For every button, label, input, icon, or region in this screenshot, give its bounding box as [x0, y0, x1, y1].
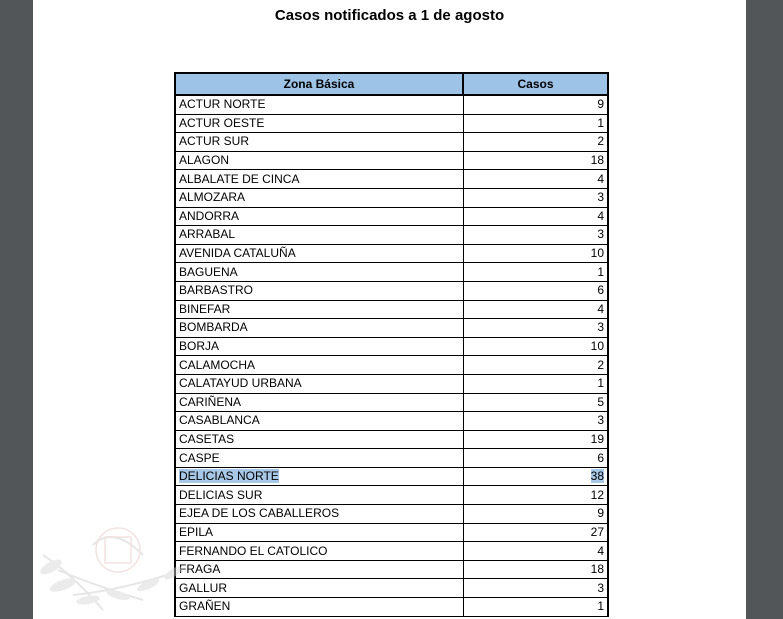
zona-cell [175, 281, 463, 300]
table-row [175, 281, 608, 300]
casos-cell [463, 467, 608, 486]
table-row [175, 114, 608, 133]
zona-text: GALLUR [179, 580, 228, 595]
document-page [33, 0, 746, 619]
table-row [175, 505, 608, 524]
casos-text: 2 [597, 357, 604, 372]
casos-text: 10 [590, 246, 604, 261]
table-row [175, 337, 608, 356]
zona-text: CARIÑENA [179, 394, 242, 409]
table-row [175, 151, 608, 170]
header-zona-basica: Zona Básica [175, 73, 463, 95]
table-row [175, 523, 608, 542]
casos-text: 1 [597, 376, 604, 391]
zona-cell [175, 300, 463, 319]
zona-cell [175, 319, 463, 338]
zona-cell [175, 598, 463, 617]
zona-cell [175, 542, 463, 561]
casos-text: 1 [597, 115, 604, 130]
zona-text: BAGUENA [179, 264, 238, 279]
casos-cell [463, 449, 608, 468]
casos-text: 18 [590, 562, 604, 577]
casos-cell [463, 560, 608, 579]
zona-cell [175, 523, 463, 542]
table-row [175, 598, 608, 617]
casos-text: 3 [597, 190, 604, 205]
casos-cell [463, 374, 608, 393]
zona-cell [175, 170, 463, 189]
casos-cell [463, 114, 608, 133]
table-header-row [175, 73, 608, 95]
casos-text: 10 [590, 339, 604, 354]
zona-text: ANDORRA [179, 208, 240, 223]
zona-text: CASABLANCA [179, 413, 260, 428]
casos-text: 3 [597, 227, 604, 242]
casos-text: 19 [590, 431, 604, 446]
zona-cell [175, 393, 463, 412]
casos-text: 38 [590, 469, 604, 484]
zona-text: ARRABAL [179, 227, 236, 242]
casos-text: 1 [597, 264, 604, 279]
table-row [175, 263, 608, 282]
casos-cell [463, 505, 608, 524]
table-row [175, 560, 608, 579]
zona-cell [175, 356, 463, 375]
casos-text: 4 [597, 208, 604, 223]
table-row [175, 486, 608, 505]
casos-cell [463, 170, 608, 189]
table-row [175, 170, 608, 189]
zona-cell [175, 560, 463, 579]
zona-text: BOMBARDA [179, 320, 248, 335]
zona-text: EPILA [179, 524, 214, 539]
casos-cell [463, 430, 608, 449]
zona-text: CALATAYUD URBANA [179, 376, 302, 391]
casos-cell [463, 300, 608, 319]
zona-cell [175, 133, 463, 152]
table-row [175, 319, 608, 338]
casos-text: 4 [597, 301, 604, 316]
casos-cell [463, 226, 608, 245]
zona-cell [175, 337, 463, 356]
zona-text: FERNANDO EL CATOLICO [179, 543, 328, 558]
zona-text: ACTUR SUR [179, 134, 250, 149]
casos-cell [463, 486, 608, 505]
zona-text: GRAÑEN [179, 599, 231, 614]
zona-text: BINEFAR [179, 301, 231, 316]
zona-cell [175, 467, 463, 486]
casos-cell [463, 542, 608, 561]
zona-cell [175, 263, 463, 282]
zona-cell [175, 430, 463, 449]
table-row [175, 244, 608, 263]
casos-cell [463, 133, 608, 152]
zona-cell [175, 188, 463, 207]
zona-text: DELICIAS NORTE [179, 469, 279, 484]
zona-text: AVENIDA CATALUÑA [179, 246, 296, 261]
zona-text: CASETAS [179, 431, 235, 446]
casos-text: 4 [597, 171, 604, 186]
table-row [175, 467, 608, 486]
casos-text: 1 [597, 599, 604, 614]
casos-cell [463, 412, 608, 431]
zona-text: ALMOZARA [179, 190, 246, 205]
zona-cell [175, 114, 463, 133]
casos-text: 9 [597, 97, 604, 112]
casos-text: 2 [597, 134, 604, 149]
table-row [175, 356, 608, 375]
zona-cell [175, 207, 463, 226]
casos-text: 6 [597, 283, 604, 298]
table-body [175, 95, 608, 616]
casos-cell [463, 356, 608, 375]
zona-cell [175, 151, 463, 170]
zona-cell [175, 449, 463, 468]
casos-text: 6 [597, 450, 604, 465]
zona-cell [175, 486, 463, 505]
table-row [175, 188, 608, 207]
casos-text: 12 [590, 487, 604, 502]
casos-text: 3 [597, 580, 604, 595]
watermark-logo-icon [33, 515, 193, 619]
casos-text: 18 [590, 153, 604, 168]
zona-cell [175, 579, 463, 598]
casos-cell [463, 263, 608, 282]
casos-cell [463, 598, 608, 617]
table-row [175, 393, 608, 412]
casos-cell [463, 95, 608, 114]
table-row [175, 207, 608, 226]
table-row [175, 95, 608, 114]
casos-cell [463, 244, 608, 263]
table-row [175, 449, 608, 468]
casos-text: 9 [597, 506, 604, 521]
table-row [175, 579, 608, 598]
cases-table [174, 72, 609, 617]
table-row [175, 133, 608, 152]
zona-text: CALAMOCHA [179, 357, 256, 372]
zona-cell [175, 226, 463, 245]
table-row [175, 542, 608, 561]
zona-text: EJEA DE LOS CABALLEROS [179, 506, 340, 521]
zona-text: DELICIAS SUR [179, 487, 263, 502]
zona-text: FRAGA [179, 562, 221, 577]
zona-text: BARBASTRO [179, 283, 254, 298]
casos-cell [463, 319, 608, 338]
zona-cell [175, 412, 463, 431]
zona-cell [175, 95, 463, 114]
zona-cell [175, 244, 463, 263]
casos-cell [463, 207, 608, 226]
casos-text: 5 [597, 394, 604, 409]
page-title: Casos notificados a 1 de agosto [274, 7, 505, 24]
zona-text: BORJA [179, 339, 220, 354]
casos-cell [463, 337, 608, 356]
casos-text: 3 [597, 320, 604, 335]
casos-cell [463, 281, 608, 300]
header-casos: Casos [463, 73, 608, 95]
casos-cell [463, 523, 608, 542]
casos-text: 27 [590, 524, 604, 539]
table-row [175, 430, 608, 449]
zona-cell [175, 505, 463, 524]
table-row [175, 412, 608, 431]
zona-text: ALBALATE DE CINCA [179, 171, 300, 186]
table-row [175, 300, 608, 319]
zona-text: CASPE [179, 450, 220, 465]
zona-cell [175, 374, 463, 393]
casos-cell [463, 579, 608, 598]
casos-cell [463, 393, 608, 412]
zona-text: ACTUR OESTE [179, 115, 265, 130]
table-row [175, 226, 608, 245]
zona-text: ACTUR NORTE [179, 97, 266, 112]
casos-cell [463, 188, 608, 207]
table-row [175, 374, 608, 393]
casos-cell [463, 151, 608, 170]
zona-text: ALAGON [179, 153, 230, 168]
casos-text: 4 [597, 543, 604, 558]
casos-text: 3 [597, 413, 604, 428]
